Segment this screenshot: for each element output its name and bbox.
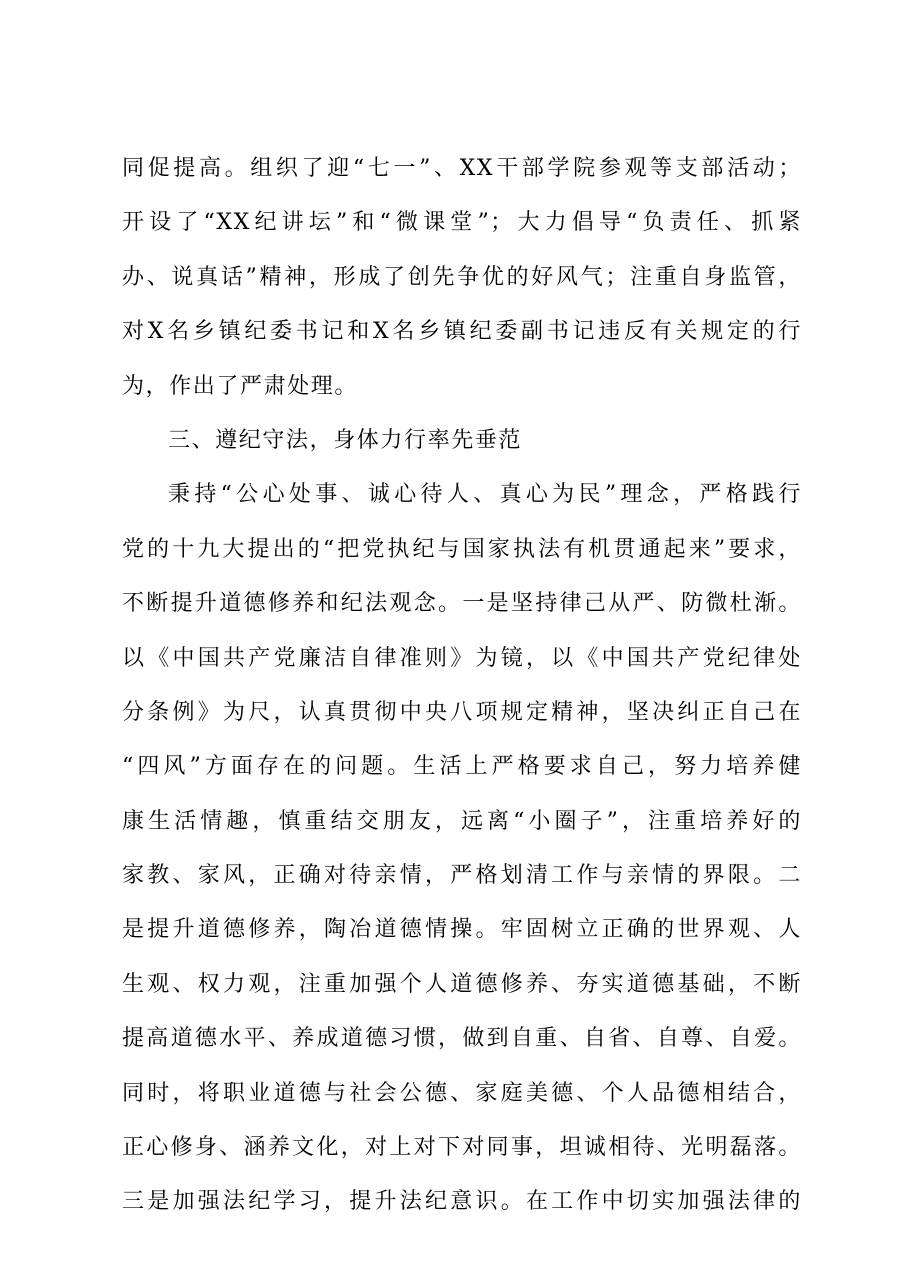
text-line: 党的十九大提出的“把党执纪与国家执法有机贯通起来”要求， [122, 536, 802, 562]
text-line: 同时，将职业道德与社会公德、家庭美德、个人品德相结合， [122, 1080, 802, 1106]
text-line: 家教、家风，正确对待亲情，严格划清工作与亲情的界限。二 [122, 863, 802, 889]
text-line: 办、说真话”精神，形成了创先争优的好风气；注重自身监管， [122, 264, 802, 290]
section-heading: 三、遵纪守法，身体力行率先垂范 [168, 427, 523, 453]
text-line: 开设了“XX纪讲坛”和“微课堂”；大力倡导“负责任、抓紧 [122, 210, 802, 236]
text-line: 正心修身、涵养文化，对上对下对同事，坦诚相待、光明磊落。 [122, 1135, 802, 1161]
text-line: 康生活情趣，慎重结交朋友，远离“小圈子”，注重培养好的 [122, 808, 802, 834]
text-line: 不断提升道德修养和纪法观念。一是坚持律己从严、防微杜渐。 [122, 591, 802, 617]
text-line: 秉持“公心处事、诚心待人、真心为民”理念，严格践行 [168, 482, 802, 508]
text-line: 对X名乡镇纪委书记和X名乡镇纪委副书记违反有关规定的行 [122, 319, 802, 345]
text-line: 提高道德水平、养成道德习惯，做到自重、自省、自尊、自爱。 [122, 1026, 802, 1052]
body-text [122, 142, 802, 1230]
text-line: 生观、权力观，注重加强个人道德修养、夯实道德基础，不断 [122, 971, 802, 997]
text-line: “四风”方面存在的问题。生活上严格要求自己，努力培养健 [122, 754, 802, 780]
text-line: 为，作出了严肃处理。 [122, 373, 359, 399]
text-line: 同促提高。组织了迎“七一”、XX干部学院参观等支部活动； [122, 156, 802, 181]
text-line: 三是加强法纪学习，提升法纪意识。在工作中切实加强法律的 [122, 1189, 802, 1215]
text-line: 以《中国共产党廉洁自律准则》为镜，以《中国共产党纪律处 [122, 645, 802, 671]
text-line: 分条例》为尺，认真贯彻中央八项规定精神，坚决纠正自己在 [122, 699, 802, 725]
text-line: 是提升道德修养，陶冶道德情操。牢固树立正确的世界观、人 [122, 917, 802, 943]
